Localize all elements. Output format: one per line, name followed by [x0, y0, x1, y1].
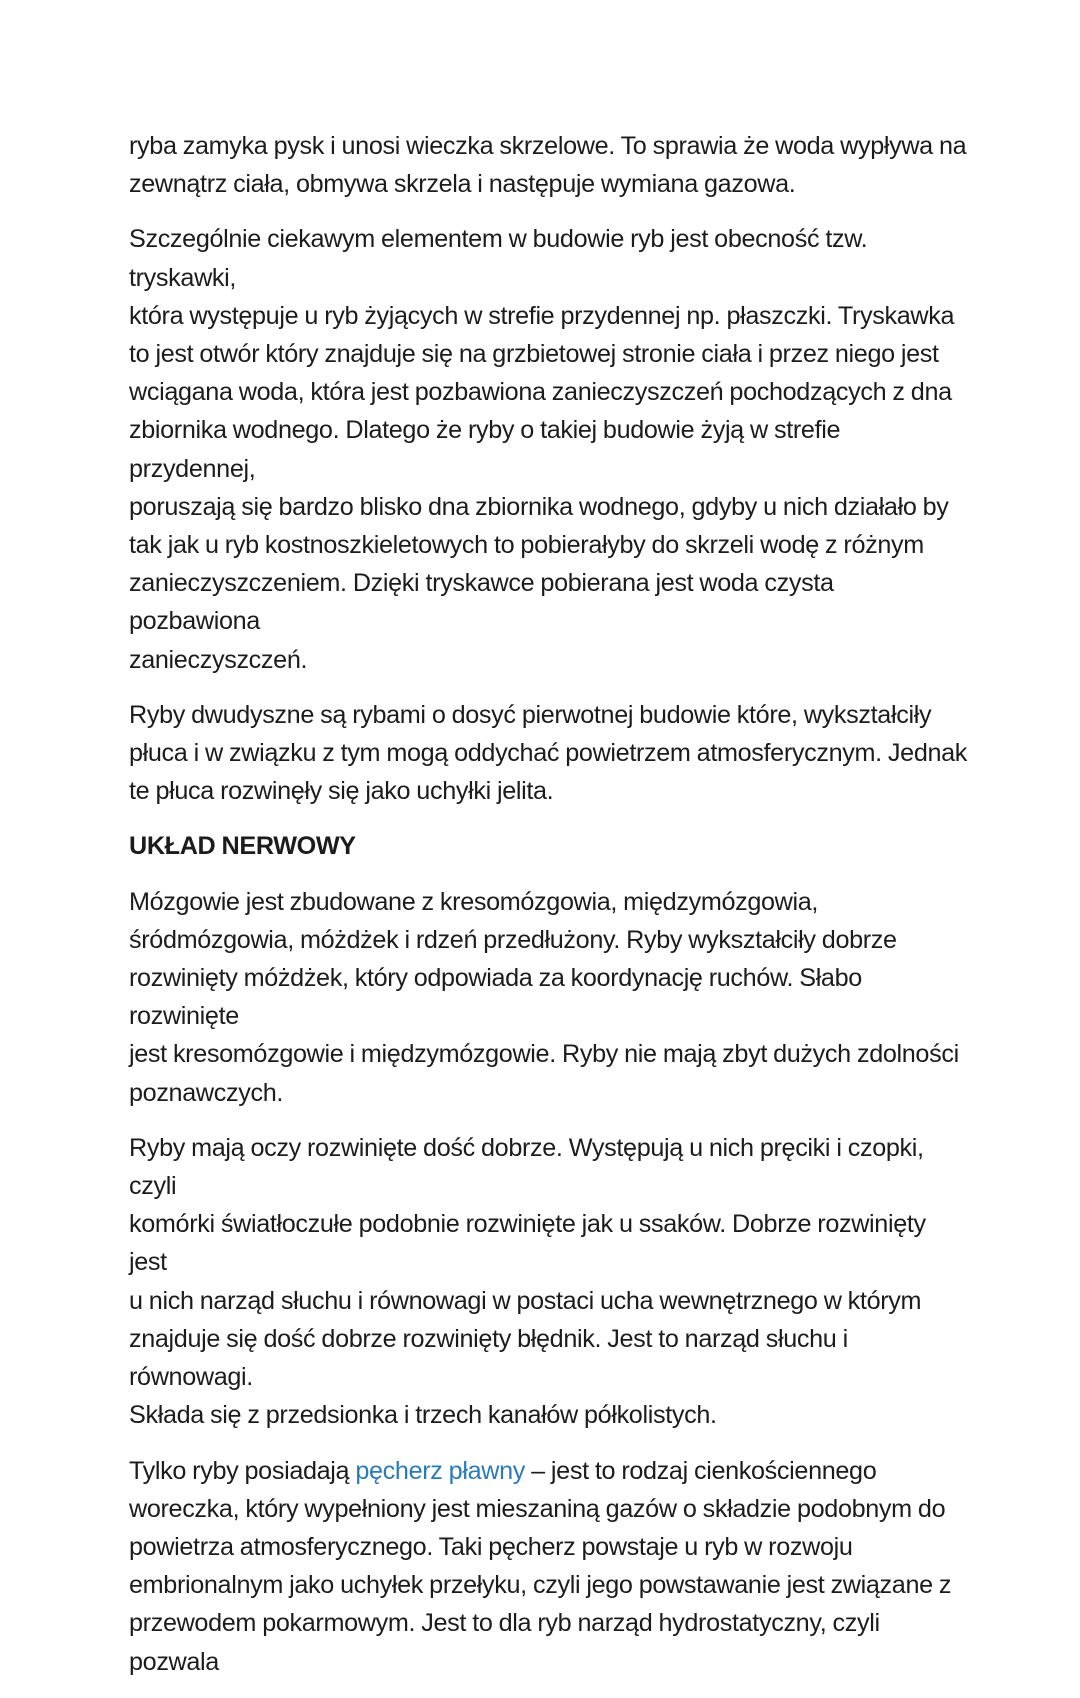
paragraph-lungfish — [129, 696, 969, 811]
text-line: wciągana woda, która jest pozbawiona zanieczyszczeń pochodzących z dna — [129, 378, 952, 407]
text-line: zbiornika wodnego. Dlatego że ryby o takiej budowie żyją w strefie przydennej, — [129, 416, 841, 483]
text-line: u nich narząd słuchu i równowagi w postaci ucha wewnętrznego w którym — [129, 1286, 922, 1315]
text-line: te płuca rozwinęły się jako uchyłki jelita. — [129, 777, 554, 806]
swim-bladder-link[interactable]: pęcherz pławny — [355, 1456, 525, 1485]
text-line: Mózgowie jest zbudowane z kresomózgowia, międzymózgowia, — [129, 887, 819, 916]
text-line: rozwinięty móżdżek, który odpowiada za koordynację ruchów. Słabo rozwinięte — [129, 964, 862, 1031]
text-line: przewodem pokarmowym. Jest to dla ryb narząd hydrostatyczny, czyli pozwala — [129, 1609, 880, 1676]
text-line: embrionalnym jako uchyłek przełyku, czyli jego powstawanie jest związane z — [129, 1571, 952, 1600]
text-line: to jest otwór który znajduje się na grzbietowej stronie ciała i przez niego jest — [129, 340, 939, 369]
text-line: śródmózgowia, móżdżek i rdzeń przedłużony. Ryby wykształciły dobrze — [129, 925, 897, 954]
text-line: powietrza atmosferycznego. Taki pęcherz powstaje u ryb w rozwoju — [129, 1532, 853, 1561]
text-line: która występuje u ryb żyjących w strefie przydennej np. płaszczki. Tryskawka — [129, 301, 955, 330]
paragraph-brain — [129, 883, 969, 1112]
text-line: jest kresomózgowie i międzymózgowie. Ryby nie mają zbyt dużych zdolności — [129, 1040, 959, 1069]
text-line: płuca i w związku z tym mogą oddychać powietrzem atmosferycznym. Jednak — [129, 739, 968, 768]
text-line: poruszają się bardzo blisko dna zbiornika wodnego, gdyby u nich działało by — [129, 492, 949, 521]
text-line: woreczka, który wypełniony jest mieszaniną gazów o składzie podobnym do — [129, 1494, 946, 1523]
text-line: tak jak u ryb kostnoszkieletowych to pobierałyby do skrzeli wodę z różnym — [129, 531, 924, 560]
text-line: Ryby mają oczy rozwinięte dość dobrze. Występują u nich pręciki i czopki, czyli — [129, 1133, 924, 1201]
text-line: zanieczyszczeń. — [129, 645, 308, 674]
document-page — [129, 127, 969, 1698]
text-line: znajduje się dość dobrze rozwinięty błędnik. Jest to narząd słuchu i równowagi. — [129, 1324, 848, 1392]
paragraph-spiracle — [129, 220, 969, 678]
text-line: komórki światłoczułe podobnie rozwinięte jak u ssaków. Dobrze rozwinięty jest — [129, 1210, 926, 1277]
text-line: Składa się z przedsionka i trzech kanałów półkolistych. — [129, 1401, 717, 1430]
text-line: ryba zamyka pysk i unosi wieczka skrzelowe. To sprawia że woda wypływa na — [129, 132, 967, 160]
text-line: Ryby dwudyszne są rybami o dosyć pierwotnej budowie które, wykształciły — [129, 700, 932, 729]
paragraph-swim-bladder — [129, 1452, 969, 1681]
text-segment: – jest to rodzaj cienkościennego — [524, 1456, 877, 1485]
text-line: zewnątrz ciała, obmywa skrzela i następuje wymiana gazowa. — [129, 170, 796, 199]
text-line: zanieczyszczeniem. Dzięki tryskawce pobierana jest woda czysta pozbawiona — [129, 569, 834, 636]
paragraph-senses — [129, 1129, 969, 1435]
text-line: poznawczych. — [129, 1078, 283, 1107]
text-line: Szczególnie ciekawym elementem w budowie ryb jest obecność tzw. tryskawki, — [129, 225, 868, 292]
section-heading-nervous-system: UKŁAD NERWOWY — [129, 832, 356, 861]
text-segment: Tylko ryby posiadają — [129, 1456, 356, 1485]
paragraph-respiration-end — [129, 127, 969, 203]
